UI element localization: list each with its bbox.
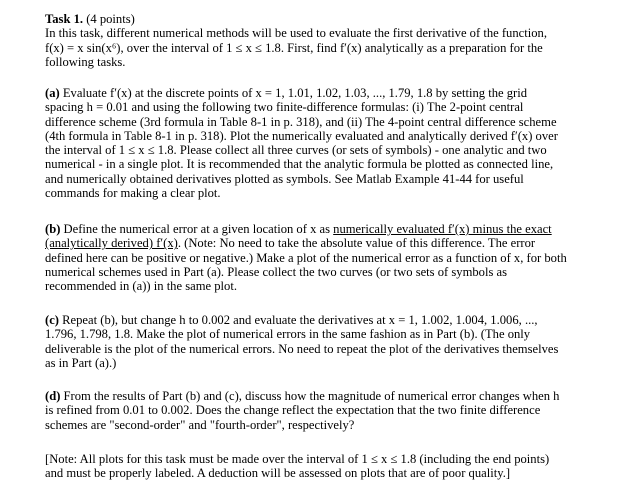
- part-a: [45, 86, 620, 200]
- task-heading: [45, 12, 620, 26]
- part-d: [45, 389, 620, 432]
- part-a-line-7: and numerically obtained derivatives plotted as symbols. See Matlab Example 41-44 for useful: [45, 171, 524, 186]
- part-b-label: (b): [45, 222, 61, 236]
- part-c-line-1: (c) Repeat (b), but change h to 0.002 and evaluate the derivatives at x = 1, 1.002, 1.004, 1.006, ...,: [45, 313, 538, 327]
- part-d-line-3: schemes are "second-order" and "fourth-order", respectively?: [45, 417, 355, 432]
- plot-note: [45, 452, 620, 481]
- task-title: Task 1.: [45, 12, 84, 26]
- part-d-line-1: (d) From the results of Part (b) and (c), discuss how the magnitude of numerical error changes when h: [45, 389, 560, 403]
- part-a-line-1: (a) Evaluate f′(x) at the discrete points of x = 1, 1.01, 1.02, 1.03, ..., 1.79, 1.8 by setting the grid: [45, 86, 528, 100]
- part-a-line-5: the interval of 1 ≤ x ≤ 1.8. Please collect all three curves (or sets of symbols) - one analytic and two: [45, 143, 547, 158]
- part-b-line-4: numerical schemes used in Part (a). Please collect the two curves (or two sets of symbols as: [45, 264, 507, 279]
- part-c-line-2: 1.796, 1.798, 1.8. Make the plot of numerical errors in the same fashion as in Part (b). (The only: [45, 327, 531, 342]
- part-c-label: (c): [45, 313, 59, 327]
- part-a-line-6: numerical - in a single plot. It is recommended that the analytic formula be plotted as connected line,: [45, 157, 554, 172]
- part-c: [45, 313, 620, 370]
- part-b-line-2: (analytically derived) f′(x). (Note: No need to take the absolute value of this difference. The error: [45, 236, 536, 251]
- part-c-line-3: deliverable is the plot of the numerical errors. No need to repeat the plot of the derivatives themselves: [45, 341, 559, 356]
- part-b: [45, 222, 620, 293]
- task-intro: [45, 12, 620, 69]
- task-points: (4 points): [83, 12, 135, 26]
- part-a-line-4: (4th formula in Table 8-1 in p. 318). Plot the numerically evaluated and analytically derived f′(x) over: [45, 128, 558, 143]
- part-b-line-1: (b) Define the numerical error at a given location of x as numerically evaluated f′(x) minus the exact: [45, 222, 552, 236]
- intro-line-2: f(x) = x sin(x⁶), over the interval of 1 ≤ x ≤ 1.8. First, find f′(x) analytically as a preparation for the: [45, 40, 543, 55]
- intro-line-3: following tasks.: [45, 54, 126, 69]
- intro-line-1: In this task, different numerical methods will be used to evaluate the first derivative of the function,: [45, 26, 547, 41]
- part-d-line-2: is refined from 0.01 to 0.002. Does the change reflect the expectation that the two finite difference: [45, 403, 541, 418]
- part-b-line-3: defined here can be positive or negative.) Make a plot of the numerical error as a function of x, for both: [45, 250, 567, 265]
- part-c-line-4: as in Part (a).): [45, 355, 117, 370]
- part-a-label: (a): [45, 86, 60, 100]
- note-line-1: [Note: All plots for this task must be made over the interval of 1 ≤ x ≤ 1.8 (including the end points): [45, 452, 550, 466]
- note-line-2: and must be properly labeled. A deduction will be assessed on plots that are of poor quality.]: [45, 466, 511, 481]
- part-a-line-3: difference scheme (3rd formula in Table 8-1 in p. 318), and (ii) The 4-point central difference scheme: [45, 114, 557, 129]
- part-b-line-5: recommended in (a)) in the same plot.: [45, 279, 237, 294]
- error-definition-underlined: numerically evaluated f′(x) minus the exact: [333, 222, 552, 236]
- part-a-line-8: commands for making a clear plot.: [45, 186, 221, 201]
- part-d-label: (d): [45, 389, 61, 403]
- part-a-line-2: spacing h = 0.01 and using the following two finite-difference formulas: (i) The 2-point central: [45, 100, 524, 115]
